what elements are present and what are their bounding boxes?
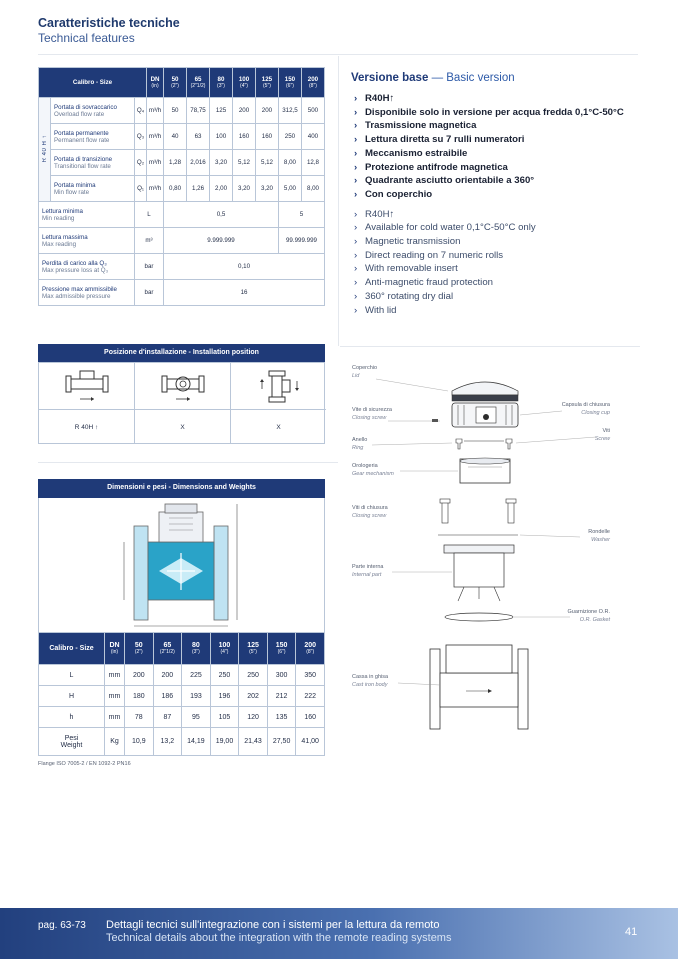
table-cell: 50 (164, 98, 187, 124)
list-item: › Trasmissione magnetica (353, 119, 651, 133)
features-list-it (353, 92, 651, 202)
meter-dimension-drawing (38, 498, 325, 632)
size-header: 80 (3") (210, 68, 233, 98)
table-cell: 3,20 (210, 150, 233, 176)
body-label-en: Cast iron body (352, 682, 388, 688)
table-cell: 200 (125, 665, 154, 686)
size-header: 100 (4") (232, 68, 255, 98)
install-mark: X (231, 409, 326, 444)
row-unit: m³/h (147, 98, 164, 124)
table-cell: 0,80 (164, 176, 187, 202)
table-cell: 500 (301, 98, 324, 124)
table-cell: 135 (267, 707, 296, 728)
table-cell: 16 (164, 280, 325, 306)
table-cell: 212 (267, 686, 296, 707)
body-label: Cassa in ghisa (352, 674, 389, 680)
cast-iron-body-part (430, 645, 528, 729)
calibro-header: Calibro - Size (39, 633, 105, 665)
row-label: L (39, 665, 105, 686)
table-cell: 99.999.999 (278, 228, 324, 254)
row-unit: L (135, 202, 164, 228)
features-list-en (353, 208, 651, 318)
table-cell: 5,12 (255, 150, 278, 176)
size-header: 200 (8") (301, 68, 324, 98)
lid-label: Coperchio (352, 365, 378, 371)
row-symbol: Q₂ (135, 150, 147, 176)
table-cell: 250 (210, 665, 239, 686)
closing-screws-label: Viti di chiusura (352, 505, 388, 511)
closing-screw-label-en: Closing screw (352, 415, 387, 421)
closing-screw-label: Vite di sicurezza (352, 407, 392, 413)
size-header: 200 (8") (296, 633, 325, 665)
table-cell: 160 (255, 124, 278, 150)
row-unit: m³/h (147, 150, 164, 176)
ring-label: Anello (352, 437, 368, 443)
ring-label-en: Ring (352, 445, 364, 451)
size-header: 65 (2"1/2) (187, 68, 210, 98)
washer-label-en: Washer (591, 537, 610, 543)
row-label: Perdita di carico alla Q₃ Max pressure loss at Q₃ (39, 254, 135, 280)
install-mark: X (135, 409, 231, 444)
table-cell: 95 (182, 707, 211, 728)
size-header: 50 (2") (164, 68, 187, 98)
table-cell: 250 (239, 665, 268, 686)
list-item: › With removable insert (353, 262, 651, 276)
table-cell: 10,9 (125, 728, 154, 756)
basic-version-section (351, 70, 651, 317)
vertical-pipe-install-icon (231, 363, 326, 409)
vertical-dial-install-icon (135, 363, 231, 409)
screw-label: Viti (602, 428, 610, 434)
list-item: › Disponibile solo in versione per acqua fredda 0,1°C-50°C (353, 106, 651, 120)
footer-page-ref: pag. 63-73 (38, 920, 86, 931)
table-cell: 21,43 (239, 728, 268, 756)
gasket-label-en: O.R. Gasket (579, 617, 610, 623)
list-item: › Protezione antifrode magnetica (353, 161, 651, 175)
lid-label-en: Lid (352, 373, 360, 379)
size-header: 50 (2") (125, 633, 154, 665)
table-cell: 3,20 (255, 176, 278, 202)
row-label: Portata di transizione Transitional flow rate (51, 150, 135, 176)
page-footer (0, 908, 678, 959)
list-item: › Quadrante asciutto orientabile a 360° (353, 174, 651, 188)
table-cell: 0,10 (164, 254, 325, 280)
divider (340, 346, 640, 347)
table-cell: 202 (239, 686, 268, 707)
size-header: 150 (6") (278, 68, 301, 98)
table-cell: 13,2 (153, 728, 182, 756)
size-header: 100 (4") (210, 633, 239, 665)
dn-header: DN (in) (147, 68, 164, 98)
closing-screws-label-en: Closing screw (352, 513, 387, 519)
row-unit: Kg (105, 728, 125, 756)
row-label: Pressione max ammissibile Max admissible pressure (39, 280, 135, 306)
divider (38, 54, 638, 55)
table-cell: 196 (210, 686, 239, 707)
list-item: › Available for cold water 0,1°C-50°C only (353, 221, 651, 235)
table-cell: 78 (125, 707, 154, 728)
table-cell: 5 (278, 202, 324, 228)
table-cell: 225 (182, 665, 211, 686)
list-item: › Direct reading on 7 numeric rolls (353, 249, 651, 263)
table-row (39, 124, 325, 150)
table-cell: 12,8 (301, 150, 324, 176)
closing-cup-part (452, 403, 518, 427)
list-item: › Meccanismo estraibile (353, 147, 651, 161)
table-cell: 63 (187, 124, 210, 150)
table-cell: 0,5 (164, 202, 279, 228)
table-cell: 186 (153, 686, 182, 707)
size-header: 125 (5") (255, 68, 278, 98)
table-row (39, 202, 325, 228)
page-header (38, 16, 180, 46)
table-cell: 1,26 (187, 176, 210, 202)
table-row (39, 665, 325, 686)
table-row (39, 686, 325, 707)
dn-header: DN (in) (105, 633, 125, 665)
table-cell: 9.999.999 (164, 228, 279, 254)
table-cell: 19,00 (210, 728, 239, 756)
gear-mechanism-part (460, 458, 510, 483)
divider (38, 462, 338, 463)
closing-cup-label: Capsula di chiusura (561, 402, 610, 408)
table-cell: 105 (210, 707, 239, 728)
row-unit: m³/h (147, 176, 164, 202)
exploded-view-drawing (340, 355, 640, 740)
horizontal-install-icon (39, 363, 135, 409)
closing-screws-part (440, 499, 516, 523)
internal-part-label: Parte interna (352, 564, 384, 570)
table-cell: 300 (267, 665, 296, 686)
table-cell: 2,016 (187, 150, 210, 176)
row-symbol: Q₄ (135, 98, 147, 124)
table-cell: 8,00 (301, 176, 324, 202)
table-cell: 5,12 (232, 150, 255, 176)
ring-part (456, 439, 512, 449)
divider (338, 56, 339, 346)
table-cell: 312,5 (278, 98, 301, 124)
table-header-row (39, 68, 325, 98)
list-item: › Anti-magnetic fraud protection (353, 276, 651, 290)
table-cell: 27,50 (267, 728, 296, 756)
gear-label-en: Gear mechanism (352, 471, 394, 477)
row-symbol: Q₃ (135, 124, 147, 150)
table-cell: 200 (153, 665, 182, 686)
row-unit: bar (135, 254, 164, 280)
list-item: › Con coperchio (353, 188, 651, 202)
size-header: 65 (2"1/2) (153, 633, 182, 665)
table-header-row (39, 633, 325, 665)
install-position-table (38, 362, 325, 444)
row-label: Portata permanente Permanent flow rate (51, 124, 135, 150)
row-label: h (39, 707, 105, 728)
row-unit: m³ (135, 228, 164, 254)
dimensions-table (38, 632, 325, 756)
row-label: Pesi Weight (39, 728, 105, 756)
table-cell: 2,00 (210, 176, 233, 202)
table-cell: 1,28 (164, 150, 187, 176)
table-cell: 160 (232, 124, 255, 150)
table-row (39, 280, 325, 306)
table-cell: 78,75 (187, 98, 210, 124)
row-label: Lettura minima Min reading (39, 202, 135, 228)
internal-part (444, 545, 514, 601)
table-cell: 180 (125, 686, 154, 707)
list-item: › R40H↑ (353, 208, 651, 222)
table-row (39, 150, 325, 176)
table-cell: 193 (182, 686, 211, 707)
size-header: 150 (6") (267, 633, 296, 665)
table-cell: 160 (296, 707, 325, 728)
table-cell: 100 (210, 124, 233, 150)
section-title: Versione base — Basic version (351, 72, 515, 84)
page-number: 41 (625, 926, 638, 938)
table-row (39, 707, 325, 728)
row-unit: m³/h (147, 124, 164, 150)
row-label: Lettura massima Max reading (39, 228, 135, 254)
washer-label: Rondelle (588, 529, 610, 535)
row-label: Portata minima Min flow rate (51, 176, 135, 202)
install-position-title: Posizione d'installazione - Installation position (38, 344, 325, 362)
page-title: Caratteristiche tecniche (38, 16, 180, 30)
table-cell: 120 (239, 707, 268, 728)
table-row (39, 176, 325, 202)
table-row (39, 728, 325, 756)
table-cell: 400 (301, 124, 324, 150)
list-item: › 360° rotating dry dial (353, 290, 651, 304)
footer-text-it: Dettagli tecnici sull'integrazione con i sistemi per la lettura da remoto (106, 919, 440, 931)
row-unit: mm (105, 707, 125, 728)
internal-part-label-en: Internal part (352, 572, 382, 578)
technical-table (38, 67, 325, 306)
table-cell: 125 (210, 98, 233, 124)
table-row (39, 254, 325, 280)
row-symbol: Q₁ (135, 176, 147, 202)
row-unit: mm (105, 686, 125, 707)
size-header: 125 (5") (239, 633, 268, 665)
page-subtitle: Technical features (38, 31, 135, 45)
table-cell: 3,20 (232, 176, 255, 202)
screw-label-en: Screw (594, 436, 610, 442)
table-cell: 8,00 (278, 150, 301, 176)
list-item: › Magnetic transmission (353, 235, 651, 249)
dimensions-title: Dimensioni e pesi - Dimensions and Weights (38, 479, 325, 498)
table-cell: 250 (278, 124, 301, 150)
list-item: › R40H↑ (353, 92, 651, 106)
table-cell: 41,00 (296, 728, 325, 756)
table-row (39, 98, 325, 124)
model-side-label: R 40 H ↑ (39, 98, 51, 202)
list-item: › Lettura diretta su 7 rulli numeratori (353, 133, 651, 147)
gasket-label: Guarnizione O.R. (567, 609, 610, 615)
gear-label: Orologeria (352, 463, 378, 469)
row-label: Portata di sovraccarico Overload flow rate (51, 98, 135, 124)
footer-text-en: Technical details about the integration with the remote reading systems (106, 932, 452, 944)
install-row-label: R 40H ↑ (39, 409, 135, 444)
row-label: H (39, 686, 105, 707)
row-unit: bar (135, 280, 164, 306)
table-cell: 222 (296, 686, 325, 707)
row-unit: mm (105, 665, 125, 686)
lid-part (452, 382, 518, 401)
table-cell: 200 (232, 98, 255, 124)
table-cell: 350 (296, 665, 325, 686)
list-item: › With lid (353, 304, 651, 318)
table-cell: 5,00 (278, 176, 301, 202)
calibro-header: Calibro - Size (39, 68, 147, 98)
table-cell: 87 (153, 707, 182, 728)
table-cell: 40 (164, 124, 187, 150)
size-header: 80 (3") (182, 633, 211, 665)
closing-cup-label-en: Closing cup (581, 410, 610, 416)
table-cell: 200 (255, 98, 278, 124)
table-row (39, 228, 325, 254)
table-cell: 14,19 (182, 728, 211, 756)
flange-note: Flange ISO 7005-2 / EN 1092-2 PN16 (38, 761, 131, 767)
